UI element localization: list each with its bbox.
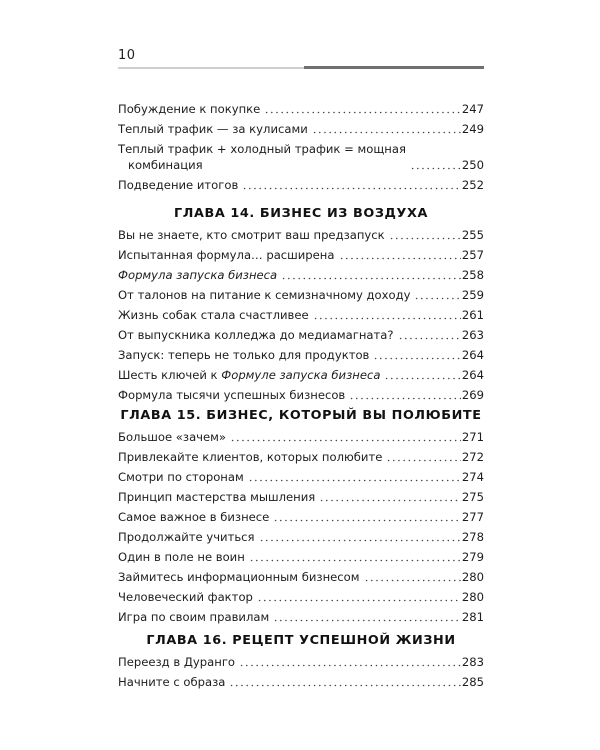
toc-section-chapter-16 (118, 650, 484, 690)
toc-entry[interactable] (118, 283, 484, 303)
leader-dots (230, 432, 461, 442)
toc-entry-page: 277 (461, 510, 484, 524)
leader-dots (257, 592, 461, 602)
toc-entry[interactable] (118, 343, 484, 363)
toc-entry[interactable] (118, 363, 484, 383)
toc-entry[interactable] (118, 545, 484, 565)
toc-entry-title-plain: Шесть ключей к (118, 368, 222, 382)
chapter-heading[interactable]: ГЛАВА 15. БИЗНЕС, КОТОРЫЙ ВЫ ПОЛЮБИТЕ (120, 408, 482, 423)
toc-entry-page: 279 (461, 550, 484, 564)
leader-dots (384, 370, 460, 380)
toc-entry-page: 264 (461, 348, 484, 362)
toc-entry-page: 263 (461, 328, 484, 342)
toc-entry-title: Теплый трафик — за кулисами (118, 122, 308, 136)
toc-entry-page: 272 (461, 450, 484, 464)
toc-entry-page: 285 (461, 675, 484, 689)
toc-entry-title: Один в поле не воин (118, 550, 245, 564)
toc-entry-title: Смотри по сторонам (118, 470, 244, 484)
toc-entry-title: Подведение итогов (118, 178, 239, 192)
toc-entry[interactable] (118, 565, 484, 585)
toc-entry[interactable] (118, 465, 484, 485)
toc-entry[interactable] (118, 445, 484, 465)
toc-entry-page: 275 (461, 490, 484, 504)
toc-entry[interactable] (118, 383, 484, 403)
leader-dots (249, 552, 461, 562)
toc-entry-page: 269 (461, 388, 484, 402)
toc-entry-page: 257 (461, 248, 484, 262)
toc-entry-title: Большое «зачем» (118, 430, 226, 444)
toc-entry-title: От выпускника колледжа до медиамагната? (118, 328, 394, 342)
toc-entry-title: Принцип мастерства мышления (118, 490, 316, 504)
leader-dots (364, 572, 461, 582)
toc-entry-title: Испытанная формула… расширена (118, 248, 335, 262)
toc-entry-title: Самое важное в бизнесе (118, 510, 270, 524)
toc-entry-title: Начните с образа (118, 675, 226, 689)
toc-entry-page: 274 (461, 470, 484, 484)
toc-entry[interactable] (118, 323, 484, 343)
toc-entry-title (118, 367, 380, 383)
toc-entry-title: Игра по своим правилам (118, 610, 270, 624)
toc-entry-title: Формула тысячи успешных бизнесов (118, 388, 346, 402)
leader-dots (259, 532, 461, 542)
page-header (118, 48, 484, 63)
leader-dots (312, 124, 461, 134)
toc-entry-title-italic: Формуле запуска бизнеса (221, 368, 381, 382)
chapter-heading[interactable]: ГЛАВА 16. РЕЦЕПТ УСПЕШНОЙ ЖИЗНИ (146, 633, 456, 648)
toc-entry-title: Продолжайте учиться (118, 530, 255, 544)
leader-dots (349, 390, 461, 400)
toc-entry-page: 255 (461, 228, 484, 242)
header-rule-accent (304, 66, 484, 69)
toc-entry-title: От талонов на питание к семизначному доходу (118, 288, 411, 302)
toc-entry[interactable] (118, 263, 484, 283)
leader-dots (389, 230, 461, 240)
toc-entry-title-line1: Теплый трафик + холодный трафик = мощная (118, 142, 406, 156)
leader-dots (242, 180, 461, 190)
toc-entry-page: 281 (461, 610, 484, 624)
toc-entry-title-line2: комбинация (128, 158, 203, 172)
toc-entry-page: 278 (461, 530, 484, 544)
leader-dots (386, 452, 461, 462)
leader-dots (373, 350, 460, 360)
leader-dots (410, 160, 461, 170)
toc-entry-page: 261 (461, 308, 484, 322)
toc-entry-title: Вы не знаете, кто смотрит ваш предзапуск (118, 228, 385, 242)
toc-entry[interactable] (118, 303, 484, 323)
toc-entry[interactable] (118, 650, 484, 670)
toc-entry-page: 280 (461, 590, 484, 604)
toc-entry-title (118, 141, 406, 173)
toc-entry-page: 283 (461, 655, 484, 669)
leader-dots (264, 104, 461, 114)
toc-entry-page: 258 (461, 268, 484, 282)
leader-dots (281, 270, 461, 280)
toc-entry-page: 252 (461, 178, 484, 192)
leader-dots (229, 677, 460, 687)
toc-entry[interactable] (118, 243, 484, 263)
toc-entry-title: Привлекайте клиентов, которых полюбите (118, 450, 383, 464)
toc-entry-title: Займитесь информационным бизнесом (118, 570, 360, 584)
toc-entry[interactable] (118, 605, 484, 625)
toc-entry[interactable] (118, 97, 484, 117)
toc-section-chapter-14 (118, 223, 484, 403)
toc-entry-page: 280 (461, 570, 484, 584)
toc-entry[interactable] (118, 173, 484, 193)
leader-dots (248, 472, 461, 482)
leader-dots (273, 612, 461, 622)
toc-entry-title: Побуждение к покупке (118, 102, 261, 116)
toc-entry[interactable] (118, 670, 484, 690)
toc-entry-page: 249 (461, 122, 484, 136)
leader-dots (414, 290, 460, 300)
leader-dots (339, 250, 461, 260)
toc-entry[interactable] (118, 425, 484, 445)
chapter-heading[interactable]: ГЛАВА 14. БИЗНЕС ИЗ ВОЗДУХА (174, 206, 428, 221)
toc-entry-page: 259 (461, 288, 484, 302)
leader-dots (239, 657, 461, 667)
toc-entry[interactable] (118, 485, 484, 505)
toc-entry-page: 264 (461, 368, 484, 382)
toc-section-chapter-15 (118, 425, 484, 625)
toc-entry-page: 250 (461, 158, 484, 172)
toc-entry-title: Жизнь собак стала счастливее (118, 308, 309, 322)
toc-entry-title: Переезд в Дуранго (118, 655, 236, 669)
toc-entry-page: 271 (461, 430, 484, 444)
toc-entry[interactable] (118, 585, 484, 605)
toc-entry-title: Человеческий фактор (118, 590, 253, 604)
toc-section-continued (118, 97, 484, 193)
toc-entry[interactable] (118, 223, 484, 243)
leader-dots (313, 310, 461, 320)
leader-dots (398, 330, 461, 340)
page-number: 10 (118, 48, 136, 63)
toc-entry[interactable] (118, 117, 484, 137)
leader-dots (273, 512, 461, 522)
toc-entry-title: Запуск: теперь не только для продуктов (118, 348, 370, 362)
toc-entry[interactable] (118, 505, 484, 525)
leader-dots (319, 492, 461, 502)
toc-entry-page: 247 (461, 102, 484, 116)
toc-entry[interactable] (118, 525, 484, 545)
toc-entry-title: Формула запуска бизнеса (118, 268, 278, 282)
toc-entry[interactable] (118, 137, 484, 173)
